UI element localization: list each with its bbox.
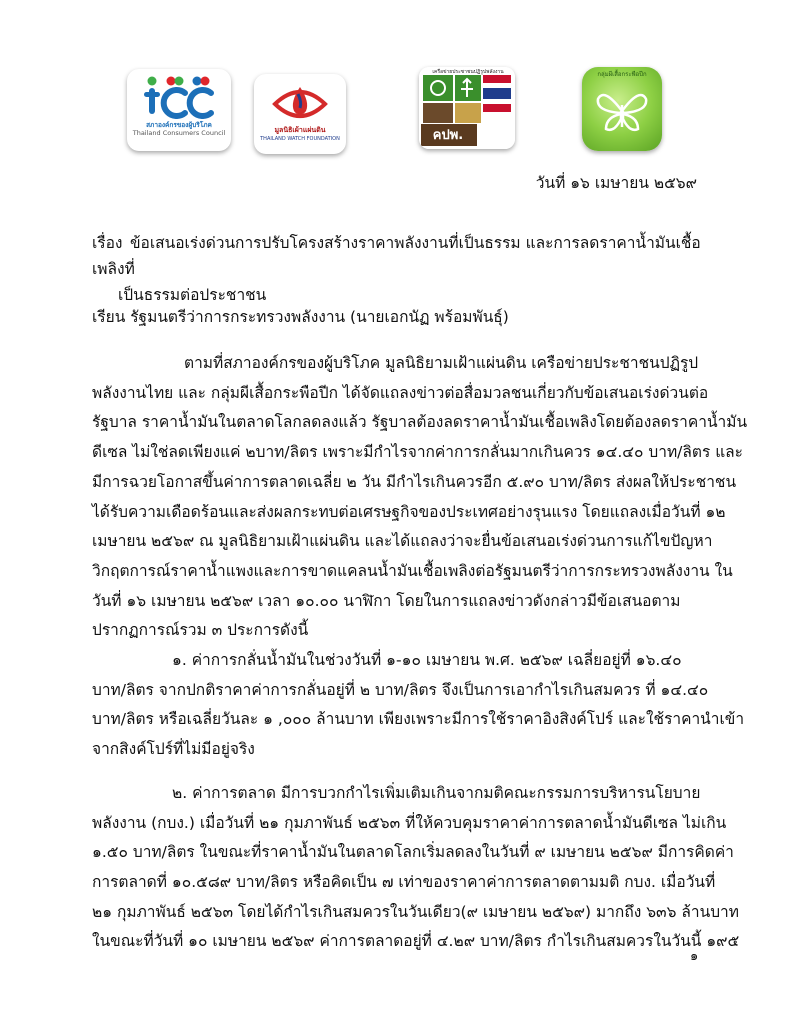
body-line: จากสิงค์โปร์ที่ไม่มีอยู่จริง: [92, 740, 255, 759]
tcc-logo: [127, 69, 231, 151]
network-caption: คปพ.: [432, 128, 464, 143]
body-line: พลังงานไทย และ กลุ่มผีเสื้อกระพือปีก ได้จัดแถลงข่าวต่อสื่อมวลชนเกี่ยวกับข้อเสนอเร่งด่วนต่อ: [92, 383, 709, 402]
body-line: เมษายน ๒๕๖๙ ณ มูลนิธิยามเฝ้าแผ่นดิน และได้แถลงว่าจะยื่นข้อเสนอเร่งด่วนการแก้ไขปัญหา: [92, 532, 713, 551]
tcc-mark-icon: [141, 75, 217, 119]
paragraph-marketing-margin: [92, 779, 740, 957]
letter-date: วันที่ ๑๖ เมษายน ๒๕๖๙: [535, 174, 697, 192]
body-line: ๑.๕๐ บาท/ลิตร ในขณะที่ราคาน้ำมันในตลาดโลกเริ่มลดลงในวันที่ ๙ เมษายน ๒๕๖๙ มีการคิดค่า: [92, 843, 734, 862]
butterfly-icon: [594, 83, 650, 139]
network-caption-top: เครือข่ายประชาชนปฏิรูปพลังงาน: [432, 69, 504, 75]
butterfly-caption: กลุ่มผีเสื้อกระพือปีก: [597, 71, 647, 78]
page-number: ๑: [690, 949, 699, 964]
subject-line-2: เป็นธรรมต่อประชาชน: [118, 286, 267, 304]
subject-line-1: ข้อเสนอเร่งด่วนการปรับโครงสร้างราคาพลังงานที่เป็นธรรม และการลดราคาน้ำมันเชื้อเพลิงที่: [92, 234, 701, 278]
letter-body: [92, 349, 748, 957]
body-line: บาท/ลิตร หรือเฉลี่ยวันละ ๑ ,๐๐๐ ล้านบาท เพียงเพราะมีการใช้ราคาอิงสิงค์โปร์ และใช้ราคานำเข้า: [92, 710, 745, 729]
body-line: ตามที่สภาองค์กรของผู้บริโภค มูลนิธิยามเฝ้าแผ่นดิน เครือข่ายประชาชนปฏิรูป: [184, 354, 699, 372]
body-line: ในขณะที่วันที่ ๑๐ เมษายน ๒๕๖๙ ค่าการตลาดอยู่ที่ ๔.๒๙ บาท/ลิตร กำไรเกินสมควรในวันนี้ ๑๙๕: [92, 932, 740, 951]
body-line: ๒. ค่าการตลาด มีการบวกกำไรเพิ่มเติมเกินจากมติคณะกรรมการบริหารนโยบาย: [172, 783, 701, 802]
body-line: วันที่ ๑๖ เมษายน ๒๕๖๙ เวลา ๑๐.๐๐ นาฬิกา โดยในการแถลงข่าวดังกล่าวมีข้อเสนอตาม: [92, 591, 681, 610]
logo-row: [0, 62, 787, 157]
paragraph-refining-margin: [92, 646, 745, 765]
body-line: รัฐบาล ราคาน้ำมันในตลาดโลกลดลงแล้ว รัฐบาลต้องลดราคาน้ำมันเชื้อเพลิงโดยต้องลดราคาน้ำมัน: [92, 413, 748, 432]
butterfly-logo: [582, 67, 662, 151]
body-line: ดีเซล ไม่ใช่ลดเพียงแค่ ๒บาท/ลิตร เพราะมีกำไรจากค่าการกลั่นมากเกินควร ๑๔.๔๐ บาท/ลิตร และ: [92, 443, 744, 462]
body-line: พลังงาน (กบง.) เมื่อวันที่ ๒๑ กุมภาพันธ์ ๒๕๖๓ ที่ให้ควบคุมราคาค่าการตลาดน้ำมันดีเซล ไม่เกิน: [92, 813, 727, 832]
body-line: มีการฉวยโอกาสขึ้นค่าการตลาดเฉลี่ย ๒ วัน มีกำไรเกินควรอีก ๕.๙๐ บาท/ลิตร ส่งผลให้ประชาชน: [92, 472, 737, 491]
tcc-caption: [131, 121, 227, 137]
eye-drop-icon: [272, 78, 328, 126]
body-line: วิกฤตการณ์ราคาน้ำแพงและการขาดแคลนน้ำมันเชื้อเพลิงต่อรัฐมนตรีว่าการกระทรวงพลังงาน ใน: [92, 561, 733, 580]
tcc-caption-en: Thailand Consumers Council: [132, 129, 226, 137]
letter-subject: [92, 230, 712, 308]
foundation-caption-th: มูลนิธิเผ้าแผ่นดิน: [274, 126, 326, 134]
paragraph-intro: [92, 349, 748, 646]
foundation-logo: [254, 74, 346, 154]
letter-recipient: เรียน รัฐมนตรีว่าการกระทรวงพลังงาน (นายเอกนัฏ พร้อมพันธุ์): [92, 308, 509, 326]
body-line: ๑. ค่าการกลั่นน้ำมันในช่วงวันที่ ๑-๑๐ เมษายน พ.ศ. ๒๕๖๙ เฉลี่ยอยู่ที่ ๑๖.๔๐: [172, 651, 682, 670]
body-line: ปรากฏการณ์รวม ๓ ประการดังนี้: [92, 621, 309, 640]
foundation-caption: [258, 126, 342, 144]
body-line: การตลาดที่ ๑๐.๕๘๙ บาท/ลิตร หรือคิดเป็น ๗ เท่าของราคาค่าการตลาดตามมติ กบง. เมื่อวันที่: [92, 872, 716, 891]
tcc-caption-th: สภาองค์กรของผู้บริโภค: [146, 121, 212, 129]
body-line: ได้รับความเดือดร้อนและส่งผลกระทบต่อเศรษฐกิจของประเทศอย่างรุนแรง โดยแถลงเมื่อวันที่ ๑๒: [92, 502, 726, 521]
subject-label: เรื่อง: [92, 234, 123, 252]
body-line: บาท/ลิตร จากปกติราคาค่าการกลั่นอยู่ที่ ๒ บาท/ลิตร จึงเป็นการเอากำไรเกินสมควร ที่ ๑๔.๔๐: [92, 680, 709, 699]
paragraph-gap: [92, 765, 712, 779]
body-line: ๒๑ กุมภาพันธ์ ๒๕๖๓ โดยได้กำไรเกินสมควรในวันเดียว(๙ เมษายน ๒๕๖๙) มากถึง ๖๓๖ ล้านบาท: [92, 902, 739, 921]
foundation-caption-en: THAILAND WATCH FOUNDATION: [260, 136, 340, 142]
network-logo: [419, 67, 515, 149]
